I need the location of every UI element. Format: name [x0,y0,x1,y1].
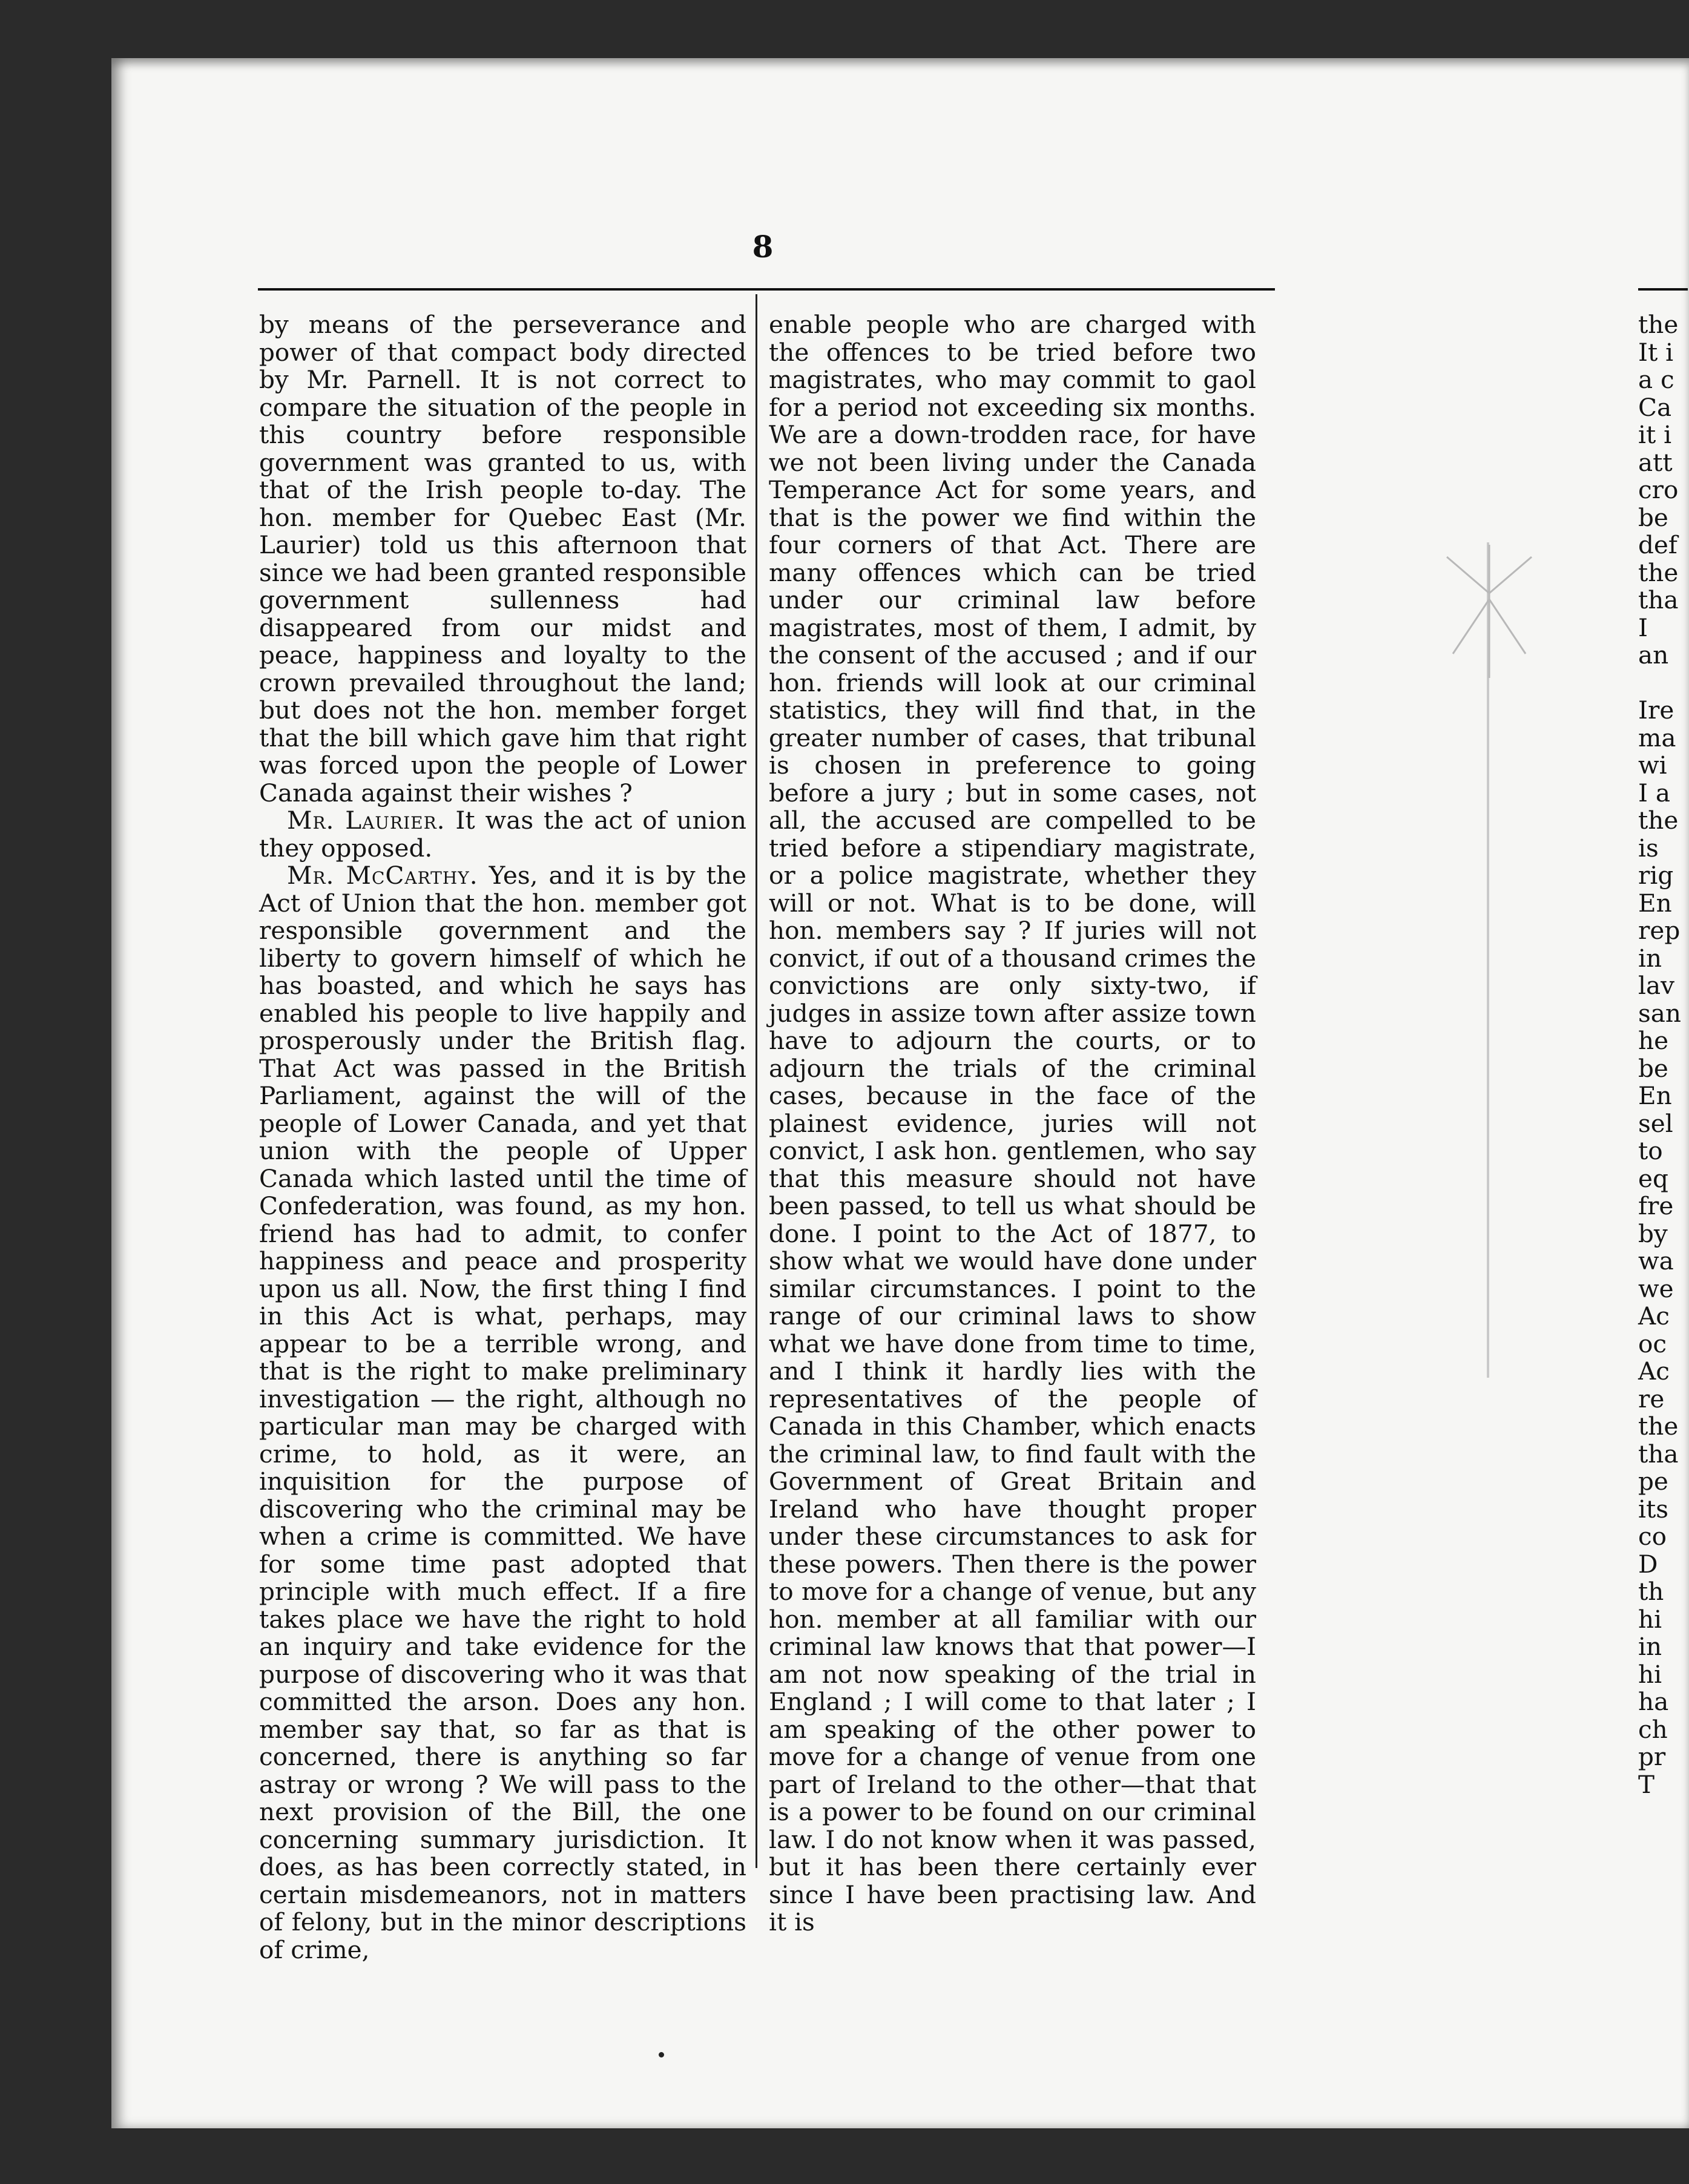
facing-page-fragment: an [1638,640,1669,669]
facing-page-fragment: the [1638,806,1679,835]
facing-page-fragment: Ac [1638,1301,1670,1330]
speaker-name: Mr. McCarthy. [287,861,478,890]
facing-page-fragment: its [1638,1494,1669,1524]
facing-page-fragment: th [1638,1577,1664,1606]
right-column [769,310,1256,1936]
facing-page-fragment: ha [1638,1687,1669,1716]
facing-page-fragment: fre [1638,1191,1674,1220]
facing-page-fragment: att [1638,447,1673,477]
header-rule [258,288,1275,291]
facing-page-fragment: ma [1638,723,1676,752]
facing-page-fragment: san [1638,998,1682,1028]
facing-page-fragment: tha [1638,1439,1679,1469]
paragraph-text: enable people who are charged with the offences to be tried before two magistrates, who may commit to gaol for a period not exceeding six months. We are a down-trodden race, for have we not been living under the Canada Temperance Act for some years, and that is the power we find within the four corners of that Act. There are many offences which can be tried under our criminal law before magistrates, most of them, I admit, by the consent of the accused ; and if our hon. friends will look at our criminal statistics, they will find that, in the greater number of cases, that tribunal is chosen in preference to going before a jury ; but in some cases, not all, the accused are compelled to be tried before a stipendiary magistrate, or a police magistrate, whether they will or not. What is to be done, will hon. members say ? If juries will not convict, if out of a thousand crimes the convictions are only sixty-two, if judges in assize town after assize town have to adjourn the courts, or to adjourn the trials of the criminal cases, because in the face of the plainest evidence, juries will not convict, I ask hon. gentlemen, who say that this measure should not have been passed, to tell us what should be done. I point to the Act of 1877, to show what we would have done under similar circumstances. I point to the range of our criminal laws to show what we have done from time to time, and I think it hardly lies with the representatives of the people of Canada in this Chamber, which enacts the criminal law, to find fault with the Government of Great Britain and Ireland who have thought proper under these circumstances to ask for these powers. Then there is the power to move for a change of venue, but any hon. member at all familiar with our criminal law knows that that power—I am not now speaking of the trial in England ; I will come to that later ; I am speaking of the other power to move for a change of venue from one part of Ireland to the other—that that is a power to be found on our criminal law. I do not know when it was passed, but it has been there certainly ever since I have been practising law. And it is [769,310,1256,1936]
facing-page-fragment: ch [1638,1714,1668,1744]
facing-page-fragment: tha [1638,585,1679,614]
facing-page-fragment: I a [1638,778,1671,807]
facing-page-fragment: hi [1638,1659,1662,1689]
facing-page-fragment: D [1638,1549,1658,1579]
facing-page-fragment: co [1638,1522,1667,1551]
facing-page-fragment: the [1638,558,1679,587]
facing-page-fragment: be [1638,502,1668,532]
facing-page-fragment: be [1638,1053,1668,1083]
facing-page-fragment: sel [1638,1108,1673,1138]
facing-page-fragment: he [1638,1026,1669,1055]
facing-page-fragment: the [1638,310,1679,339]
facing-page-fragment: Ac [1638,1357,1670,1386]
facing-page-fragments [1638,311,1688,1861]
facing-page-fragment: pe [1638,1467,1668,1496]
facing-page-fragment: in [1638,1632,1662,1661]
facing-page-fragment: by [1638,1219,1668,1248]
left-column [259,310,746,1964]
facing-page-fragment: En [1638,1081,1672,1110]
paragraph [259,862,746,1964]
facing-page-fragment: a c [1638,365,1674,394]
speaker-name: Mr. Laurier. [287,806,446,835]
bleed-through-star [1441,533,1538,690]
facing-page-fragment: rig [1638,861,1674,890]
facing-page-fragment: to [1638,1136,1663,1165]
facing-page-fragment: Ca [1638,392,1672,422]
facing-page-fragment: hi [1638,1604,1662,1634]
facing-page-fragment: re [1638,1384,1665,1413]
ink-dot [659,2052,664,2057]
facing-page-fragment: rep [1638,916,1681,945]
facing-page-fragment: I [1638,613,1648,642]
facing-page-fragment: oc [1638,1329,1667,1358]
facing-page-fragment: is [1638,833,1659,863]
facing-page-fragment: Ire [1638,696,1674,725]
page-number: 8 [752,229,774,265]
facing-page-fragment [1638,669,1688,697]
facing-page-fragment: the [1638,1412,1679,1441]
paragraph [769,311,1256,1936]
facing-page-fragment: we [1638,1274,1674,1303]
paragraph [259,311,746,807]
facing-page-fragment: in [1638,943,1662,973]
facing-page-fragment: eq [1638,1163,1668,1193]
paragraph-text: by means of the perseverance and power of that compact body directed by Mr. Parnell. It is not correct to compare the situation of the people in this country before responsible government was granted to us, with that of the Irish people to-day. The hon. member for Quebec East (Mr. Laurier) told us this afternoon that since we had been granted responsible government sullenness had disappeared from our midst and peace, happiness and loyalty to the crown prevailed throughout the land; but does not the hon. member forget that the bill which gave him that right was forced upon the people of Lower Canada against their wishes ? [259,310,746,807]
facing-page-fragment: En [1638,888,1672,918]
facing-page-fragment: pr [1638,1742,1666,1771]
paragraph-text: Yes, and it is by the Act of Union that the hon. member got responsible government and the liberty to govern himself of which he has boasted, and which he says has enabled his people to live happily and prosperously under the British flag. That Act was passed in the British Parliament, against the will of the people of Lower Canada, and yet that union with the people of Upper Canada which lasted until the time of Confederation, was found, as my hon. friend has had to admit, to confer happiness and peace and prosperity upon us all. Now, the first thing I find in this Act is what, perhaps, may appear to be a terrible wrong, and that is the right to make preliminary investigation — the right, although no particular man may be charged with crime, to hold, as it were, an inquisition for the purpose of discovering who the criminal may be when a crime is committed. We have for some time past adopted that principle with much effect. If a fire takes place we have the right to hold an inquiry and take evidence for the purpose of discovering who it was that committed the arson. Does any hon. member say that, so far as that is concerned, there is anything so far astray or wrong ? We will pass to the next provision of the Bill, the one concerning summary jurisdiction. It does, as has been correctly stated, in certain misdemeanors, not in matters of felony, but in the minor descriptions of crime, [259,861,746,1964]
column-divider [756,294,757,1868]
facing-page-fragment: T [1638,1769,1655,1799]
facing-page-fragment: It i [1638,337,1674,367]
facing-page-fragment: wi [1638,751,1667,780]
paragraph [259,807,746,862]
paragraph-text: It was the act of union they opposed. [259,806,746,863]
facing-page-fragment: cro [1638,475,1679,504]
facing-page-fragment: lav [1638,971,1674,1000]
facing-page-rule [1638,288,1688,291]
facing-page-fragment: wa [1638,1246,1674,1275]
facing-page-fragment: it i [1638,420,1672,449]
facing-page-fragment: def [1638,530,1677,559]
